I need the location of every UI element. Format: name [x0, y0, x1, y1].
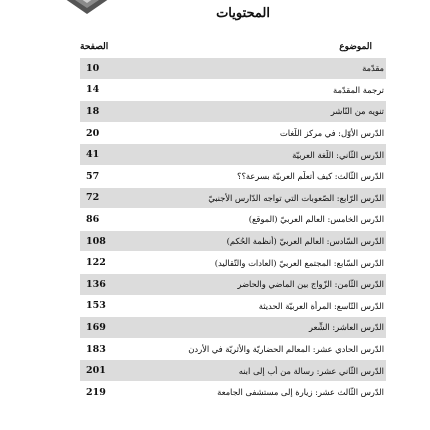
- toc-page-number: 14: [86, 84, 100, 96]
- toc-page-number: 153: [86, 300, 106, 312]
- toc-topic: الدّرس الثّالث عشر: زيارة إلى مستشفى الجامعة: [217, 387, 384, 398]
- toc-page-number: 57: [86, 170, 100, 182]
- toc-page-number: 18: [86, 105, 100, 117]
- toc-row: [80, 166, 386, 188]
- toc-topic: الدّرس الرّابع: الصّعوبات التي تواجه الدّارس الأجنبيّ: [208, 192, 384, 203]
- toc-topic: الدّرس الأوّل: في مركز اللّغات: [279, 128, 384, 139]
- corner-ornament-icon: [52, 0, 122, 16]
- toc-topic: الدّرس الخامس: العالم العربيّ (الموقع): [248, 214, 384, 225]
- toc-topic: مقدّمة: [362, 63, 384, 74]
- toc-page-number: 219: [86, 386, 106, 398]
- toc-row: [80, 58, 386, 80]
- toc-row: [80, 252, 386, 274]
- toc-page-number: 122: [86, 257, 106, 269]
- topic-column-header: الموضوع: [339, 42, 372, 52]
- toc-page-number: 72: [86, 192, 100, 204]
- toc-row: [80, 317, 386, 339]
- toc-page-number: 201: [86, 365, 106, 377]
- table-of-contents: [80, 58, 386, 404]
- toc-topic: الدّرس التّاسع: المرأة العربيّة الحديثة: [258, 300, 384, 311]
- toc-row: [80, 188, 386, 210]
- toc-row: [80, 80, 386, 102]
- toc-page-number: 183: [86, 343, 106, 355]
- toc-topic: الدّرس الثّاني عشر: رسالة من أب إلى ابنه: [238, 365, 384, 376]
- toc-topic: الدّرس الثّامن: الزّواج بين الماضي والحاضر: [237, 279, 384, 290]
- toc-row: [80, 274, 386, 296]
- toc-row: [80, 101, 386, 123]
- toc-row: [80, 296, 386, 318]
- toc-topic: الدّرس الحادي عشر: المعالم الحضاريّة والأثريّة في الأردن: [188, 344, 384, 355]
- toc-row: [80, 339, 386, 361]
- toc-page-number: 86: [86, 213, 100, 225]
- toc-page-number: 136: [86, 278, 106, 290]
- toc-row: [80, 231, 386, 253]
- toc-page-number: 10: [86, 62, 100, 74]
- toc-page-number: 41: [86, 149, 100, 161]
- toc-topic: الدّرس الثّالث: كيف أتعلّم العربيّة بسرعة؟؟: [237, 171, 384, 182]
- toc-topic: تنويه من النّاشر: [330, 106, 384, 117]
- toc-page-number: 20: [86, 127, 100, 139]
- toc-row: [80, 123, 386, 145]
- page-title: المحتويات: [216, 6, 270, 21]
- toc-row: [80, 209, 386, 231]
- page-column-header: الصفحة: [80, 42, 109, 52]
- toc-row: [80, 360, 386, 382]
- toc-page-number: 169: [86, 321, 106, 333]
- toc-topic: الدّرس السّادس: العالم العربيّ (أنظمة الحُكم): [226, 236, 384, 247]
- toc-row: [80, 382, 386, 404]
- toc-topic: الدّرس السّابع: المجتمع العربيّ (العادات والتّقاليد): [214, 257, 384, 268]
- toc-topic: ترجمة المقدّمة: [333, 84, 384, 95]
- toc-topic: الدّرس العاشر: الشِّعر: [308, 322, 384, 333]
- toc-topic: الدّرس الثّاني: اللّغة العربيّة: [292, 149, 384, 160]
- toc-page-number: 108: [86, 235, 106, 247]
- toc-row: [80, 144, 386, 166]
